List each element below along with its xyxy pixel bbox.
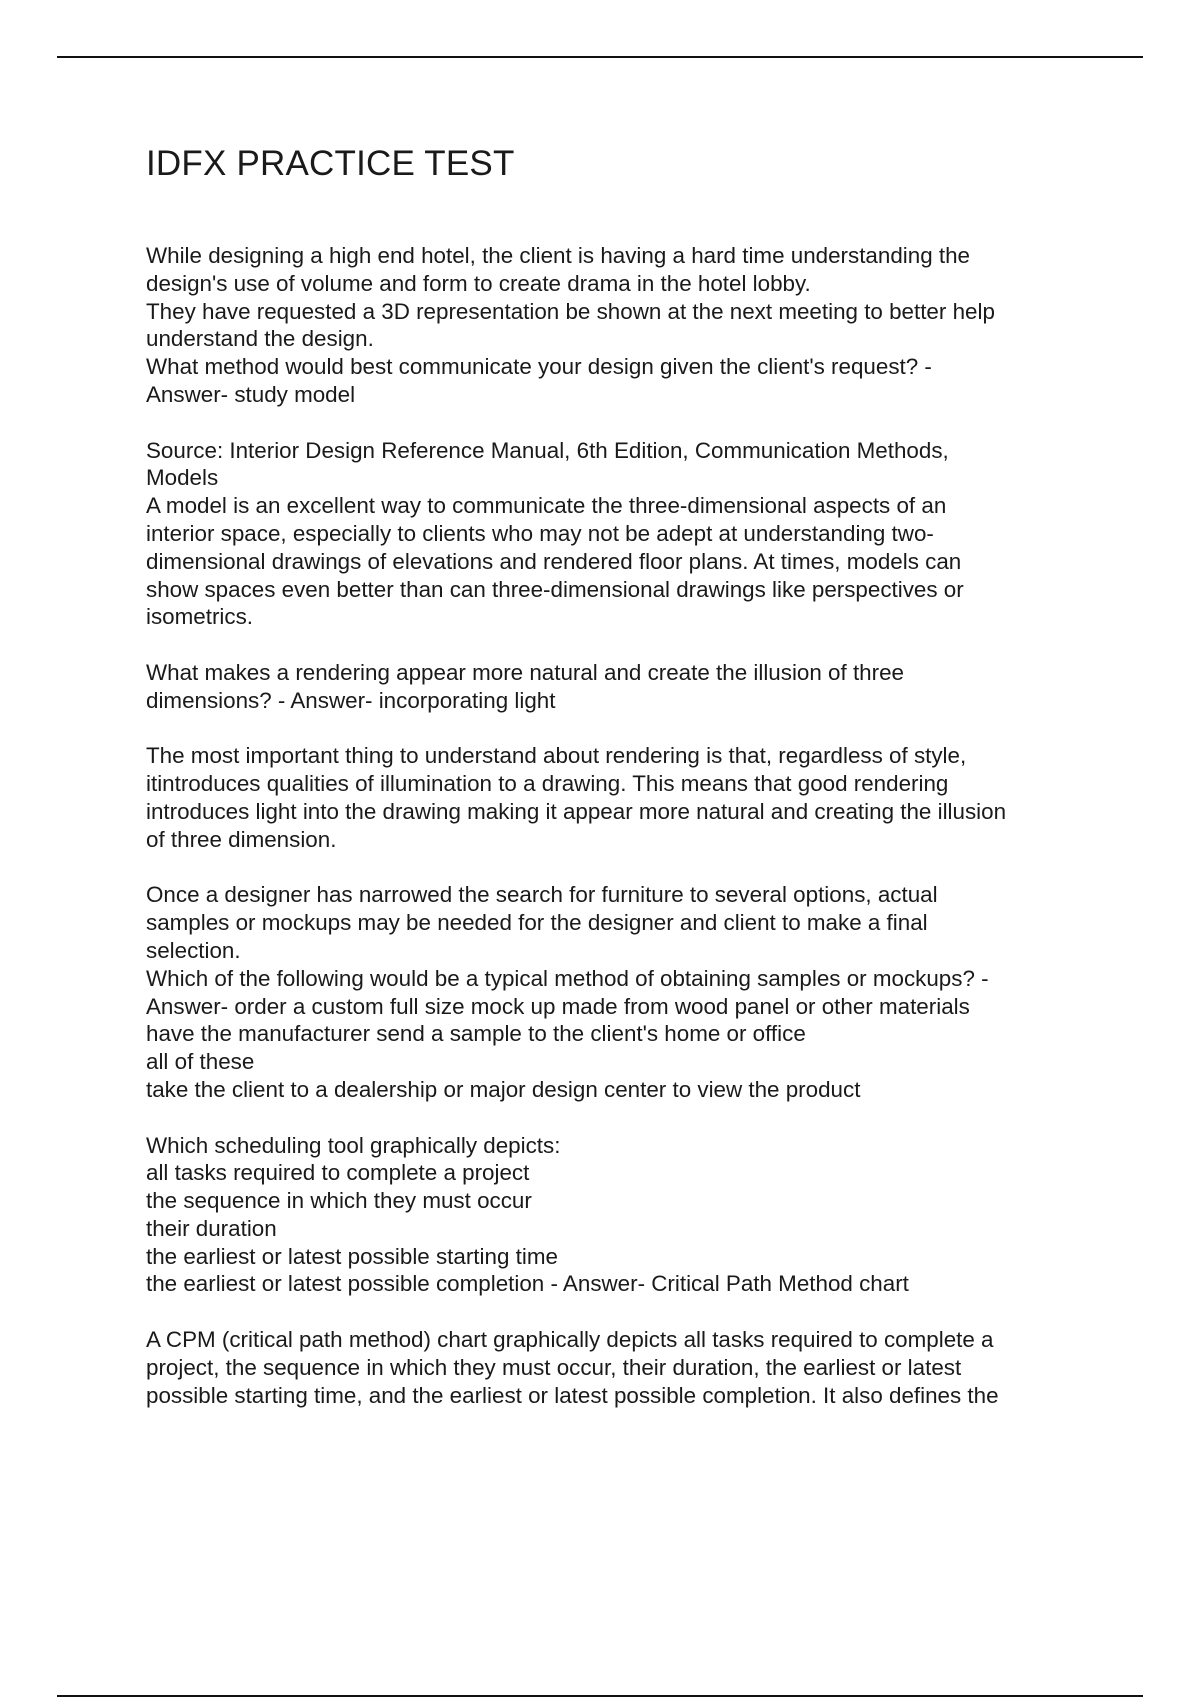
question-block-3 bbox=[146, 881, 1146, 1103]
paragraph-gap bbox=[146, 854, 1146, 882]
question-line: Which of the following would be a typical method of obtaining samples or mockups? - bbox=[146, 965, 989, 991]
explanation-block-2 bbox=[146, 742, 1146, 853]
question-line: their duration bbox=[146, 1215, 277, 1241]
explanation-line: Models bbox=[146, 465, 219, 491]
question-line: understand the design. bbox=[146, 326, 374, 352]
answer-line: Answer- order a custom full size mock up made from wood panel or other materials bbox=[146, 993, 970, 1019]
question-line: They have requested a 3D representation be shown at the next meeting to better help bbox=[146, 298, 995, 324]
paragraph-gap bbox=[146, 1298, 1146, 1326]
explanation-block-1 bbox=[146, 437, 1146, 632]
answer-line: all of these bbox=[146, 1049, 255, 1075]
answer-line: the earliest or latest possible completion - Answer- Critical Path Method chart bbox=[146, 1271, 909, 1297]
explanation-line: dimensional drawings of elevations and rendered floor plans. At times, models can bbox=[146, 548, 962, 574]
page-title: IDFX PRACTICE TEST bbox=[146, 144, 515, 183]
answer-line: have the manufacturer send a sample to the client's home or office bbox=[146, 1021, 806, 1047]
explanation-line: A model is an excellent way to communicate the three-dimensional aspects of an bbox=[146, 493, 947, 519]
paragraph-gap bbox=[146, 409, 1146, 437]
answer-line: take the client to a dealership or major design center to view the product bbox=[146, 1076, 861, 1102]
paragraph-gap bbox=[146, 1104, 1146, 1132]
explanation-line: possible starting time, and the earliest or latest possible completion. It also defines the bbox=[146, 1382, 999, 1408]
explanation-line: interior space, especially to clients who may not be adept at understanding two- bbox=[146, 520, 934, 546]
explanation-line: show spaces even better than can three-dimensional drawings like perspectives or bbox=[146, 576, 964, 602]
paragraph-gap bbox=[146, 715, 1146, 743]
answer-line: dimensions? - Answer- incorporating light bbox=[146, 687, 556, 713]
question-line: selection. bbox=[146, 937, 241, 963]
question-block-4 bbox=[146, 1132, 1146, 1299]
question-line: Once a designer has narrowed the search for furniture to several options, actual bbox=[146, 882, 938, 908]
question-line: the sequence in which they must occur bbox=[146, 1188, 532, 1214]
question-block-1 bbox=[146, 242, 1146, 409]
bottom-rule bbox=[57, 1695, 1143, 1697]
question-line: samples or mockups may be needed for the designer and client to make a final bbox=[146, 910, 928, 936]
question-line: What method would best communicate your design given the client's request? - bbox=[146, 354, 932, 380]
explanation-line: project, the sequence in which they must occur, their duration, the earliest or latest bbox=[146, 1354, 962, 1380]
document-body bbox=[146, 242, 1146, 1409]
question-block-2 bbox=[146, 659, 1146, 715]
question-line: design's use of volume and form to create drama in the hotel lobby. bbox=[146, 270, 811, 296]
question-line: While designing a high end hotel, the client is having a hard time understanding the bbox=[146, 243, 971, 268]
explanation-line: A CPM (critical path method) chart graphically depicts all tasks required to complete a bbox=[146, 1327, 994, 1353]
explanation-line: isometrics. bbox=[146, 604, 253, 630]
explanation-line: itintroduces qualities of illumination to a drawing. This means that good rendering bbox=[146, 771, 949, 797]
question-line: all tasks required to complete a project bbox=[146, 1160, 530, 1186]
question-line: What makes a rendering appear more natural and create the illusion of three bbox=[146, 659, 904, 685]
paragraph-gap bbox=[146, 631, 1146, 659]
explanation-line: The most important thing to understand about rendering is that, regardless of style, bbox=[146, 743, 967, 769]
explanation-line: Source: Interior Design Reference Manual, 6th Edition, Communication Methods, bbox=[146, 437, 949, 463]
explanation-line: of three dimension. bbox=[146, 826, 337, 852]
answer-line: Answer- study model bbox=[146, 381, 356, 407]
explanation-block-4 bbox=[146, 1326, 1146, 1409]
explanation-line: introduces light into the drawing making it appear more natural and creating the illusion bbox=[146, 798, 1007, 824]
question-line: Which scheduling tool graphically depicts: bbox=[146, 1132, 561, 1158]
question-line: the earliest or latest possible starting time bbox=[146, 1243, 558, 1269]
top-rule bbox=[57, 56, 1143, 58]
